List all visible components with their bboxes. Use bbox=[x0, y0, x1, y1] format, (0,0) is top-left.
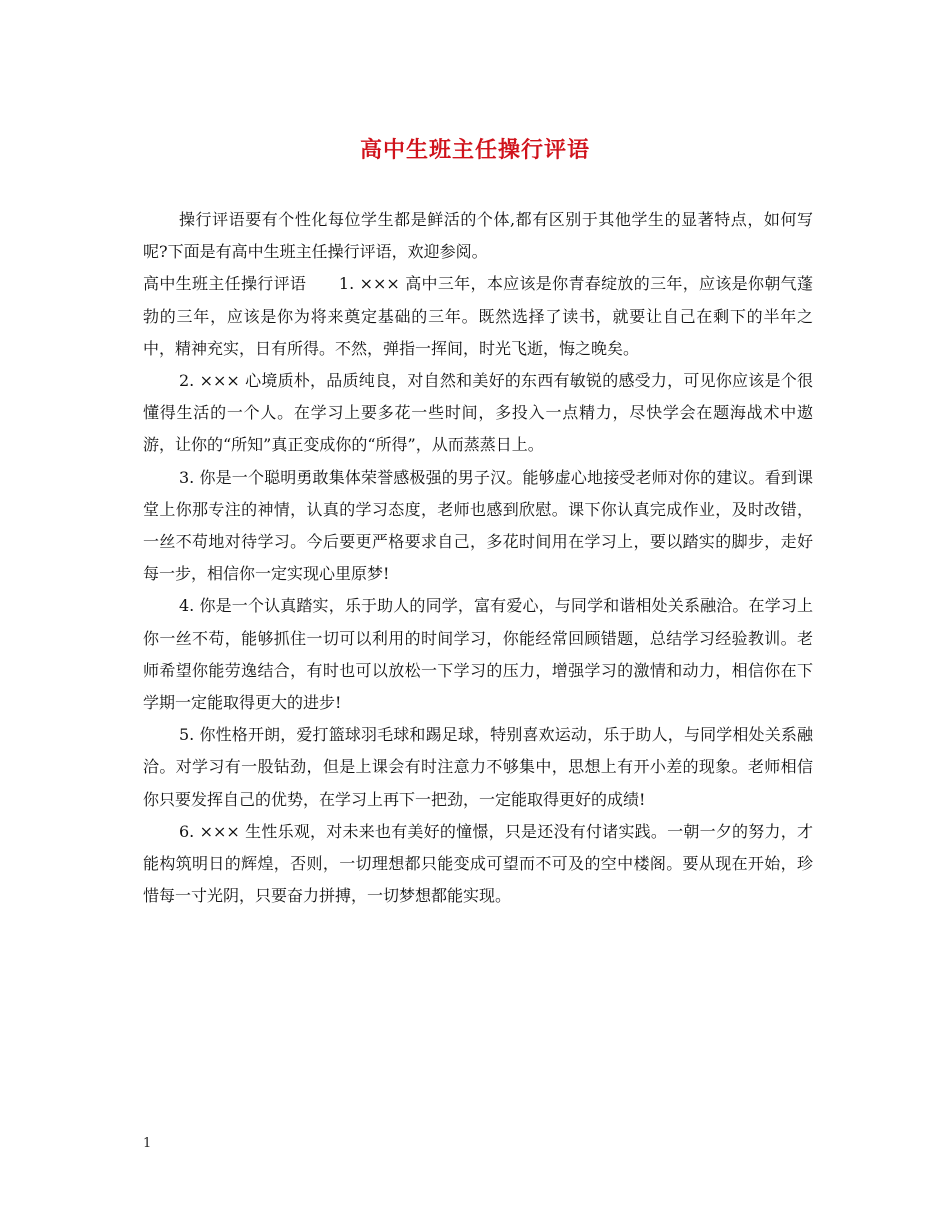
page-number: 1 bbox=[143, 1136, 152, 1151]
comment-paragraph-1: 高中生班主任操行评语 1. ××× 高中三年，本应该是你青春绽放的三年，应该是你朝气蓬勃的三年，应该是你为将来奠定基础的三年。既然选择了读书，就要让自己在剩下的半年之中，精神充实，日有所得。不然，弹指一挥间，时光飞逝，悔之晚矣。 bbox=[143, 274, 813, 358]
comment-paragraph-4: 4. 你是一个认真踏实，乐于助人的同学，富有爱心，与同学和谐相处关系融洽。在学习上你一丝不苟，能够抓住一切可以利用的时间学习，你能经常回顾错题，总结学习经验教训。老师希望你能劳逸结合，有时也可以放松一下学习的压力，增强学习的激情和动力，相信你在下学期一定能取得更大的进步! bbox=[143, 596, 813, 713]
comment-paragraph-6: 6. ××× 生性乐观，对未来也有美好的憧憬，只是还没有付诸实践。一朝一夕的努力，才能构筑明日的辉煌，否则，一切理想都只能变成可望而不可及的空中楼阁。要从现在开始，珍惜每一寸光阴，只要奋力拼搏，一切梦想都能实现。 bbox=[143, 821, 813, 906]
document-body bbox=[143, 204, 813, 912]
intro-paragraph: 操行评语要有个性化每位学生都是鲜活的个体,都有区别于其他学生的显著特点，如何写呢?下面是有高中生班主任操行评语，欢迎参阅。 bbox=[143, 210, 813, 262]
comment-paragraph-5: 5. 你性格开朗，爱打篮球羽毛球和踢足球，特别喜欢运动，乐于助人，与同学相处关系融洽。对学习有一股钻劲，但是上课会有时注意力不够集中，思想上有开小差的现象。老师相信你只要发挥自己的优势，在学习上再下一把劲，一定能取得更好的成绩! bbox=[143, 725, 813, 809]
comment-paragraph-3: 3. 你是一个聪明勇敢集体荣誉感极强的男子汉。能够虚心地接受老师对你的建议。看到课堂上你那专注的神情，认真的学习态度，老师也感到欣慰。课下你认真完成作业，及时改错，一丝不苟地对待学习。今后要更严格要求自己，多花时间用在学习上，要以踏实的脚步，走好每一步，相信你一定实现心里原梦! bbox=[143, 467, 813, 584]
comment-paragraph-2: 2. ××× 心境质朴，品质纯良，对自然和美好的东西有敏锐的感受力，可见你应该是个很懂得生活的一个人。在学习上要多花一些时间，多投入一点精力，尽快学会在题海战术中遨游，让你的“所知”真正变成你的“所得”，从而蒸蒸日上。 bbox=[143, 371, 813, 455]
document-title: 高中生班主任操行评语 bbox=[359, 137, 590, 163]
